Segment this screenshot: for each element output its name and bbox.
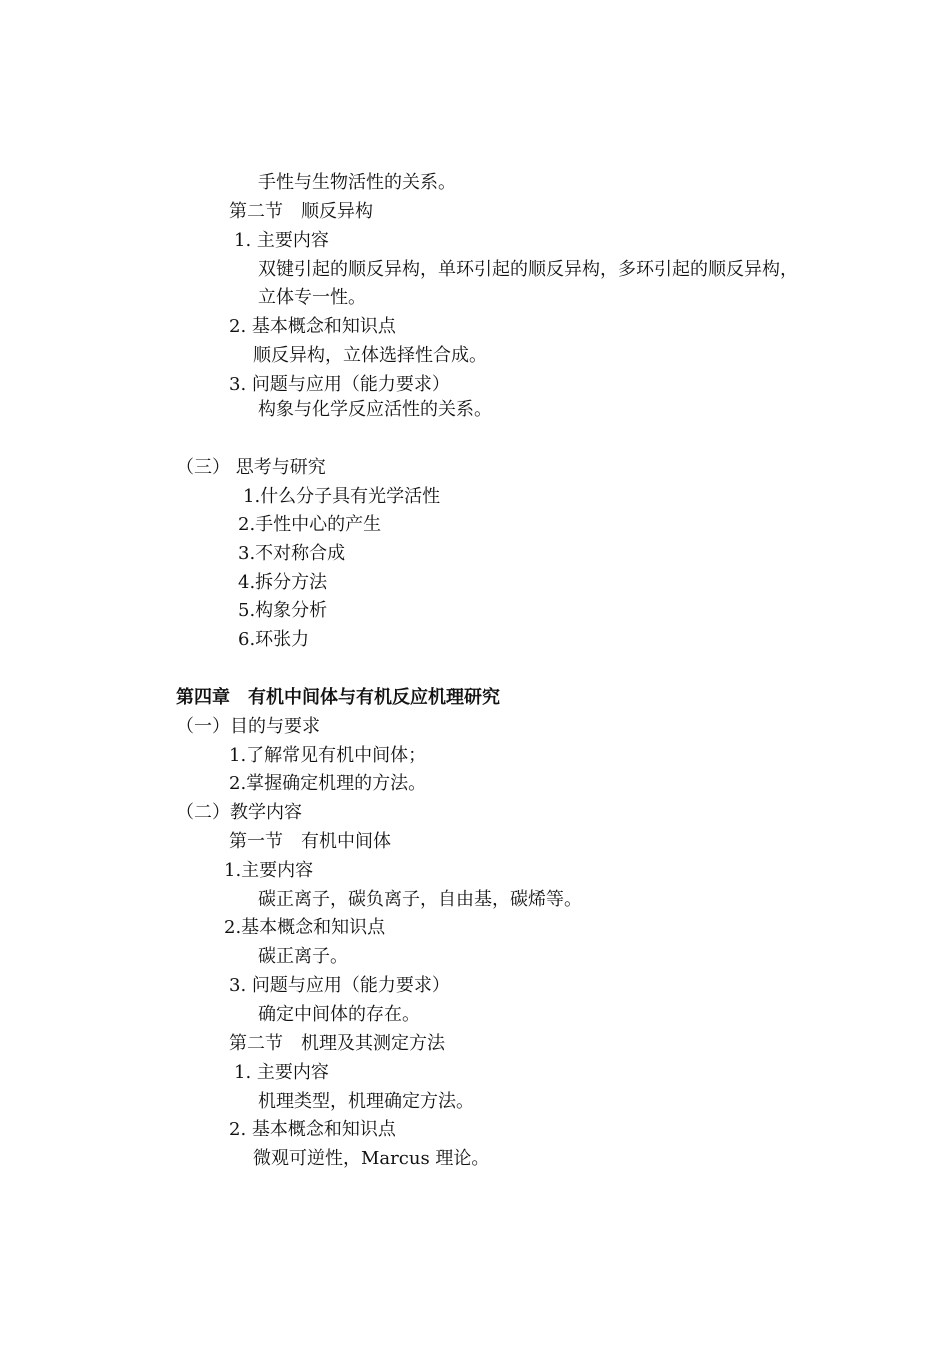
subsection-heading: （二）教学内容 [176, 802, 302, 823]
list-item: 2. 基本概念和知识点 [229, 316, 396, 337]
list-item: 2.掌握确定机理的方法。 [229, 773, 427, 794]
list-item: 2.基本概念和知识点 [224, 917, 386, 938]
list-item: 4.拆分方法 [238, 572, 328, 593]
list-item: 3. 问题与应用（能力要求） [229, 374, 450, 395]
list-item: 1. 主要内容 [234, 230, 329, 251]
text-line: 立体专一性。 [258, 287, 366, 308]
list-item: 2.手性中心的产生 [238, 514, 382, 535]
text-line: 微观可逆性，Marcus 理论。 [253, 1148, 490, 1169]
text-line: 确定中间体的存在。 [258, 1004, 420, 1025]
section-heading: 第一节 有机中间体 [229, 831, 391, 852]
text-line: 双键引起的顺反异构，单环引起的顺反异构，多环引起的顺反异构， [258, 259, 798, 280]
list-item: 1.什么分子具有光学活性 [243, 486, 441, 507]
subsection-heading: （一）目的与要求 [176, 716, 320, 737]
text-line: 构象与化学反应活性的关系。 [258, 399, 492, 420]
chapter-heading: 第四章 有机中间体与有机反应机理研究 [176, 687, 500, 708]
list-item: 3.不对称合成 [238, 543, 346, 564]
text-line: 机理类型，机理确定方法。 [258, 1091, 474, 1112]
list-item: 2. 基本概念和知识点 [229, 1119, 396, 1140]
list-item: 1. 主要内容 [234, 1062, 329, 1083]
text-line: 碳正离子，碳负离子，自由基，碳烯等。 [258, 889, 582, 910]
list-item: 1.主要内容 [224, 860, 314, 881]
list-item: 5.构象分析 [238, 600, 328, 621]
list-item: 1.了解常见有机中间体； [229, 745, 427, 766]
list-item: 6.环张力 [238, 629, 310, 650]
section-heading: 第二节 顺反异构 [229, 201, 373, 222]
list-item: 3. 问题与应用（能力要求） [229, 975, 450, 996]
text-line: 顺反异构，立体选择性合成。 [253, 345, 487, 366]
section-heading: 第二节 机理及其测定方法 [229, 1033, 445, 1054]
text-line: 手性与生物活性的关系。 [258, 172, 456, 193]
subsection-heading: （三） 思考与研究 [176, 457, 326, 478]
text-line: 碳正离子。 [258, 946, 348, 967]
